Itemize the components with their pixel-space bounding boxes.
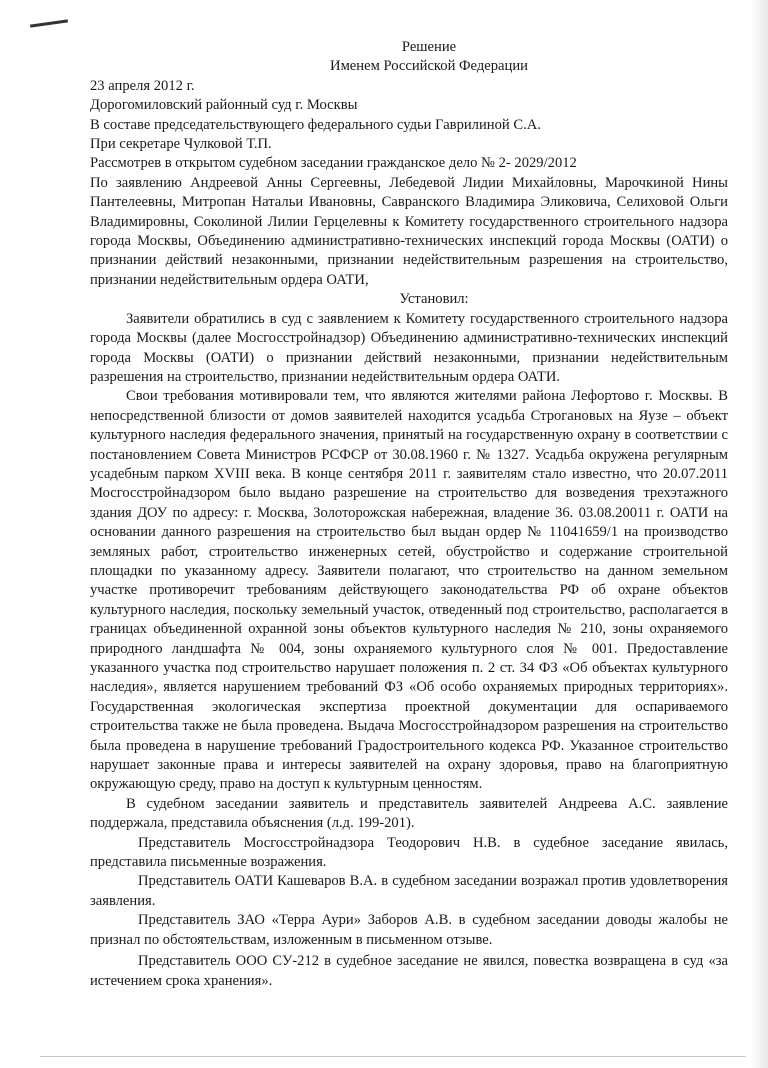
document-page	[90, 36, 728, 991]
court-name: Дорогомиловский районный суд г. Москвы	[90, 97, 358, 114]
paragraph-6: Представитель ЗАО «Терра Аури» Заборов А.В. в судебном заседании доводы жалобы не признал по обстоятельствам, изложенным в письменном отзыве.	[90, 912, 728, 948]
presiding-judge: В составе председательствующего федерального судьи Гаврилиной С.А.	[90, 116, 541, 133]
court-secretary: При секретаре Чулковой Т.П.	[90, 136, 272, 153]
paragraph-5: Представитель ОАТИ Кашеваров В.А. в судебном заседании возражал против удовлетворения заявления.	[90, 873, 728, 909]
paragraph-7: Представитель ООО СУ-212 в судебное заседание не явился, повестка возвращена в суд «за истечением срока хранения».	[90, 953, 728, 989]
scan-mark	[30, 19, 68, 27]
paragraph-2: Свои требования мотивировали тем, что являются жителями района Лефортово г. Москвы. В непосредственной близости от домов заявителей находится усадьба Строгановых на Яузе – объект культурного наследия федерального значения, принятый на государственную охрану в соответствии с постановлением Совета Министров РСФСР от 30.08.1960 г. № 1327. Усадьба окружена регулярным усадебным парком XVIII века. В конце сентября 2011 г. заявителям стало известно, что 20.07.2011 Мосгосстройнадзором было выдано разрешение на строительство для возведения трехэтажного здания ДОУ по адресу: г. Москва, Золоторожская набережная, владение 36. 03.08.20011 г. ОАТИ на основании данного разрешения на строительство был выдан ордер № 11041659/1 на производство земляных работ, строительство инженерных сетей, обустройство и содержание строительной площадки по указанному адресу. Заявители полагают, что строительство на данном земельном участке противоречит требованиям действующего законодательства РФ об охране объектов культурного наследия, поскольку земельный участок, отведенный под строительство, располагается в границах объединенной охранной зоны объектов культурного наследия № 210, зоны охраняемого природного ландшафта № 004, зоны охраняемого культурного слоя № 001. Предоставление указанного участка под строительство нарушает положения п. 2 ст. 34 ФЗ «Об объектах культурного наследия», является нарушением требований ФЗ «Об особо охраняемых природных территориях». Государственная экологическая экспертиза проектной документации для оспариваемого строительства также не была проведена. Выдача Мосгосстройнадзором разрешения на строительство была проведена в нарушение требований Градостроительного кодекса РФ. Указанное строительство нарушает законные права и интересы заявителей на охрану здоровья, право на благоприятную окружающую среду, право на доступ к культурным ценностям.	[90, 388, 728, 793]
paragraph-3: В судебном заседании заявитель и представитель заявителей Андреева А.С. заявление поддержала, представила объяснения (л.д. 199-201).	[90, 795, 728, 832]
paragraph-4: Представитель Мосгосстройнадзора Теодорович Н.В. в судебное заседание явилась, представила письменные возражения.	[90, 834, 728, 871]
document-title: Решение	[401, 39, 457, 55]
document-subtitle: Именем Российской Федерации	[330, 58, 528, 75]
paragraph-1: Заявители обратились в суд с заявлением к Комитету государственного строительного надзора города Москвы (далее Мосгосстройнадзор) Объединению административно-технических инспекций города Москвы (ОАТИ) о признании действий незаконными, признании недействительным разрешения на строительство, признании недействительным ордера ОАТИ.	[90, 310, 728, 385]
section-title: Установил:	[399, 291, 469, 308]
case-number: Рассмотрев в открытом судебном заседании гражданское дело № 2- 2029/2012	[90, 155, 577, 172]
page-bottom-edge	[40, 1056, 746, 1057]
page-edge-shadow	[750, 0, 768, 1068]
decision-date: 23 апреля 2012 г.	[90, 77, 195, 94]
claim-text: По заявлению Андреевой Анны Сергеевны, Лебедевой Лидии Михайловны, Марочкиной Нины Пантелеевны, Митропан Натальи Ивановны, Савранского Владимира Эликовича, Селиховой Ольги Владимировны, Соколиной Лилии Герцелевны к Комитету государственного строительного надзора города Москвы, Объединению административно-технических инспекций города Москвы (ОАТИ) о признании действий незаконными, признании недействительным разрешения на строительство, признании недействительным ордера ОАТИ,	[90, 174, 728, 288]
